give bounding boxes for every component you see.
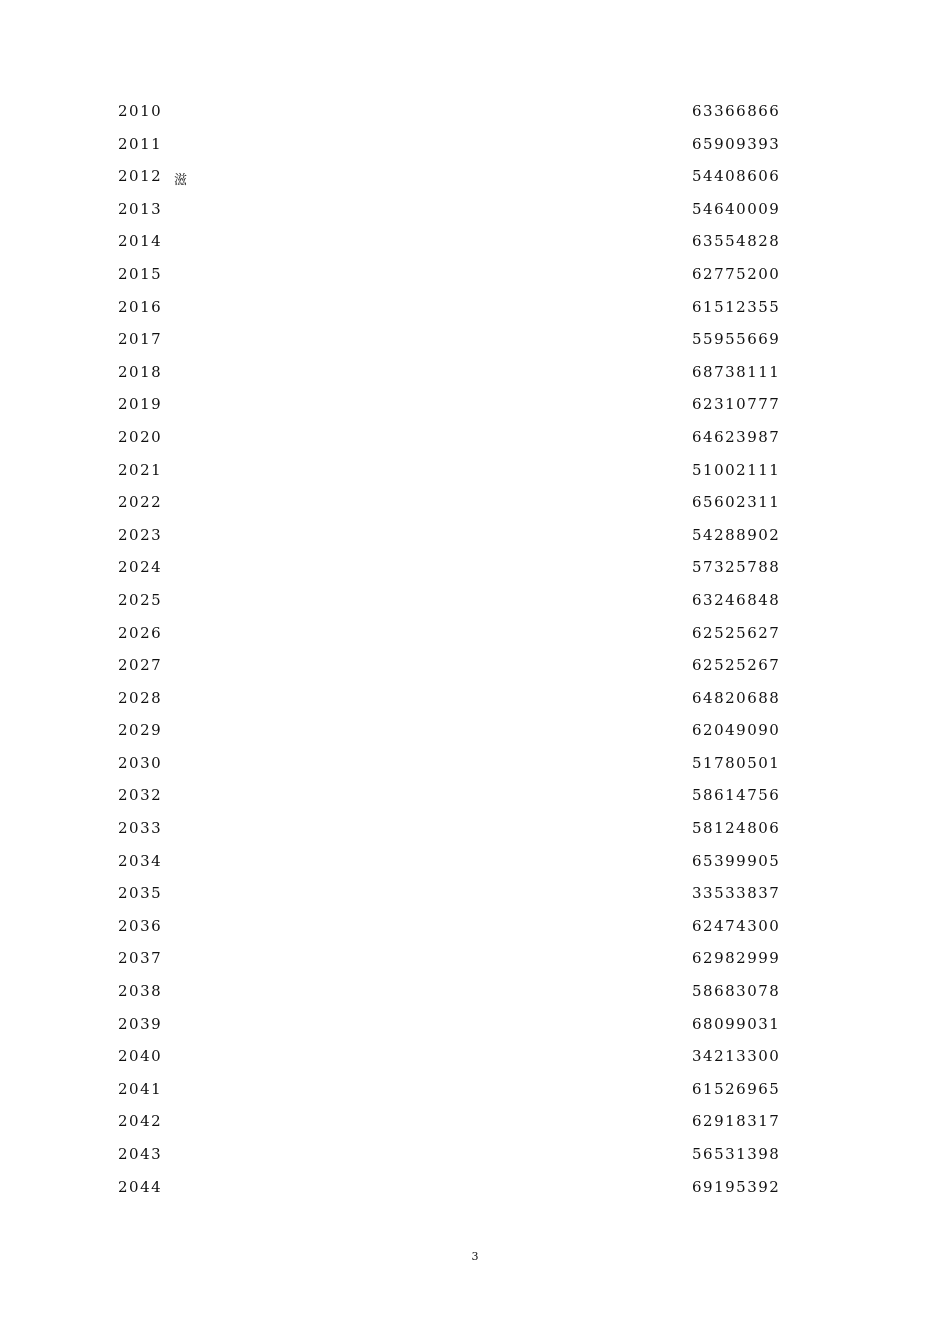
entry-phone: 54408606 xyxy=(692,167,781,186)
entry-phone: 51002111 xyxy=(692,460,781,479)
entry-number: 2023 xyxy=(118,525,163,544)
entry-number: 2024 xyxy=(118,558,163,577)
entry-phone: 58614756 xyxy=(692,786,781,805)
entry-number: 2032 xyxy=(118,786,163,805)
entry-phone: 34213300 xyxy=(692,1047,781,1066)
list-item xyxy=(0,846,950,879)
entry-phone: 63246848 xyxy=(692,590,781,609)
entry-number: 2043 xyxy=(118,1145,163,1163)
list-item xyxy=(0,683,950,716)
list-item xyxy=(0,585,950,618)
list-item xyxy=(0,552,950,585)
entry-phone: 55955669 xyxy=(692,330,781,349)
entry-number: 2040 xyxy=(118,1047,163,1066)
list-item xyxy=(0,292,950,325)
list-item xyxy=(0,487,950,520)
list-item xyxy=(0,618,950,651)
entry-number: 2044 xyxy=(118,1177,163,1196)
entry-phone: 62049090 xyxy=(692,721,781,740)
entry-number: 2018 xyxy=(118,362,163,381)
entry-phone: 64623987 xyxy=(692,427,781,446)
list-item xyxy=(0,1106,950,1139)
list-item xyxy=(0,455,950,488)
entry-phone: 62310777 xyxy=(692,395,781,414)
list-item xyxy=(0,943,950,976)
entry-number: 2017 xyxy=(118,330,163,349)
entry-number: 2013 xyxy=(118,199,163,218)
list-item xyxy=(0,389,950,422)
entry-number: 2016 xyxy=(118,297,163,316)
list-item xyxy=(0,813,950,846)
entry-contact xyxy=(578,919,591,934)
entry-phone: 56531398 xyxy=(692,1145,781,1163)
entry-number: 2021 xyxy=(118,460,163,479)
registry-list xyxy=(0,96,950,1204)
list-item xyxy=(0,520,950,553)
entry-phone: 54640009 xyxy=(692,199,781,218)
entry-phone: 33533837 xyxy=(692,884,781,903)
entry-number: 2015 xyxy=(118,264,163,283)
entry-number: 2035 xyxy=(118,884,163,903)
list-item xyxy=(0,259,950,292)
list-item xyxy=(0,976,950,1009)
entry-phone: 58124806 xyxy=(692,819,781,838)
entry-phone: 65909393 xyxy=(692,134,781,153)
entry-phone: 58683078 xyxy=(692,982,781,1001)
entry-number: 2039 xyxy=(118,1014,163,1033)
list-item xyxy=(0,878,950,911)
entry-number: 2027 xyxy=(118,656,163,675)
entry-phone: 68099031 xyxy=(692,1014,781,1033)
entry-phone: 64820688 xyxy=(692,688,781,707)
entry-name: 滋 xyxy=(174,173,190,189)
entry-phone: 62525627 xyxy=(692,623,781,642)
list-item xyxy=(0,1074,950,1107)
entry-number: 2022 xyxy=(118,493,163,512)
entry-number: 2019 xyxy=(118,395,163,414)
entry-number: 2038 xyxy=(118,982,163,1001)
list-item xyxy=(0,1139,950,1172)
entry-phone: 69195392 xyxy=(692,1177,781,1196)
list-item xyxy=(0,357,950,390)
page-number: 3 xyxy=(471,1250,479,1263)
list-item xyxy=(0,96,950,129)
list-item xyxy=(0,780,950,813)
entry-number: 2033 xyxy=(118,819,163,838)
entry-number: 2042 xyxy=(118,1112,163,1131)
entry-number: 2029 xyxy=(118,721,163,740)
entry-number: 2011 xyxy=(118,134,163,153)
entry-number: 2025 xyxy=(118,590,163,609)
entry-phone: 54288902 xyxy=(692,525,781,544)
entry-phone: 62918317 xyxy=(692,1112,781,1131)
entry-phone: 61512355 xyxy=(692,297,781,316)
entry-phone: 62775200 xyxy=(692,264,781,283)
entry-number: 2041 xyxy=(118,1079,163,1098)
list-item xyxy=(0,422,950,455)
list-item xyxy=(0,1041,950,1074)
list-item xyxy=(0,715,950,748)
entry-contact xyxy=(578,528,591,543)
entry-phone: 51780501 xyxy=(692,753,781,772)
entry-number: 2037 xyxy=(118,949,163,968)
list-item xyxy=(0,194,950,227)
entry-phone: 65399905 xyxy=(692,851,781,870)
entry-number: 2028 xyxy=(118,688,163,707)
list-item xyxy=(0,1172,950,1205)
entry-number: 2014 xyxy=(118,232,163,251)
entry-number: 2034 xyxy=(118,851,163,870)
entry-number: 2012 xyxy=(118,167,163,186)
entry-phone: 62982999 xyxy=(692,949,781,968)
entry-phone: 63554828 xyxy=(692,232,781,251)
entry-contact xyxy=(578,202,591,217)
entry-number: 2026 xyxy=(118,623,163,642)
entry-number: 2020 xyxy=(118,427,163,446)
list-item xyxy=(0,911,950,944)
entry-phone: 63366866 xyxy=(692,102,781,120)
entry-phone: 57325788 xyxy=(692,558,781,577)
entry-phone: 61526965 xyxy=(692,1079,781,1098)
list-item xyxy=(0,161,950,194)
entry-phone: 62525267 xyxy=(692,656,781,675)
entry-phone: 65602311 xyxy=(692,493,781,512)
entry-number: 2010 xyxy=(118,102,163,120)
entry-contact xyxy=(578,104,591,119)
list-item xyxy=(0,748,950,781)
entry-contact xyxy=(578,691,591,706)
list-item xyxy=(0,226,950,259)
list-item xyxy=(0,650,950,683)
list-item xyxy=(0,1009,950,1042)
entry-contact xyxy=(578,821,591,836)
list-item xyxy=(0,129,950,162)
entry-phone: 62474300 xyxy=(692,916,781,935)
entry-number: 2030 xyxy=(118,753,163,772)
entry-phone: 68738111 xyxy=(692,362,781,381)
list-item xyxy=(0,324,950,357)
entry-number: 2036 xyxy=(118,916,163,935)
entry-contact xyxy=(578,463,591,478)
